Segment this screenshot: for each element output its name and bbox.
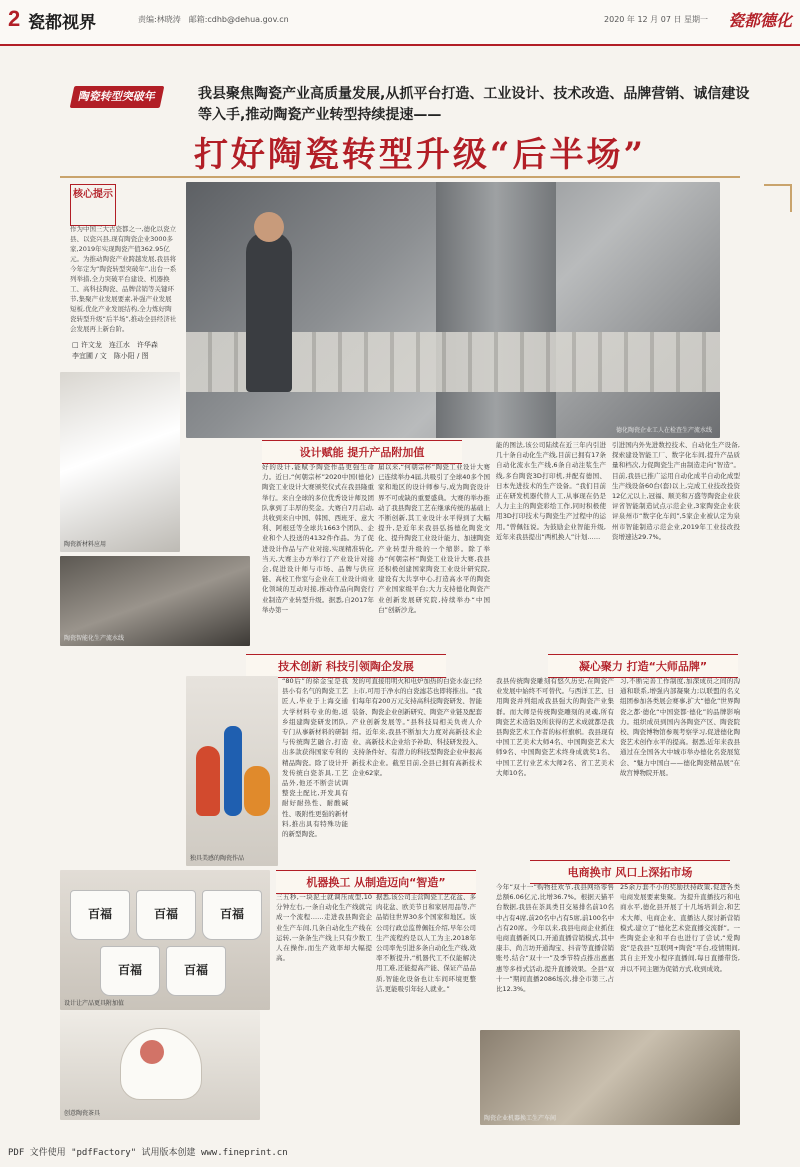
photo-pillar — [436, 182, 556, 438]
editor-meta: 责编:林晓涛 邮箱:cdhb@dehua.gov.cn — [138, 15, 289, 24]
section-heading-4: 凝心聚力 打造“大师品牌” — [548, 654, 738, 678]
section-5-col-1: 今年“双十一”购物狂欢节,我县网络零售总额6.06亿元,比增36.7%。根据天猫平台数据,我县在茶具类目交易排名前10名中占有4席,前20名中占有5席,前100名中占有20席。今年以来,我县电商企业抓住电商直播新风口,开通直播营销模式,其中康丰、尚言坊开通淘宝、抖音等直播营销账号,结合“双十一”及季节特点推出惠惠惠等多样式活动,提升直播效果。全县“双十一”期间直播2086场次,排全市第三,占比12.3%。 — [496, 883, 614, 994]
cup-5: 百福 — [166, 946, 226, 996]
section-3-col-1: 三五秒,一块泥土就调压成型,10分钟左右,一条自动化生产线就完成一个流程……走进我县陶瓷企业生产车间,几条自动化生产线在运转,一条条生产线上只有少数工人在操作,而生产效率却大幅提高。 — [276, 893, 372, 963]
cup-4: 百福 — [100, 946, 160, 996]
section-2-col-2: 发的可直接用明火和电炉加热的白瓷水壶已经上市,可用于净水的白瓷滤芯也即将推出。“我们每年有200万元支持高科技陶瓷研发、智能装备、陶瓷企业创新研究、陶瓷产业链及配套产业创新发展等。”县科技局相关负责人介绍。近年来,我县不断加大力度对高新技术企业、高新技术企业给予补助、科技研发投入、支持条件好、有潜力的科技型陶瓷企业申报高新技术企业。截至目前,全县已拥有高新技术企业62家。 — [352, 677, 482, 777]
section-heading-3: 机器换工 从制造迈向“智造” — [276, 870, 476, 894]
cup-1: 百福 — [70, 890, 130, 940]
photo-left-1 — [60, 372, 180, 552]
issue-date: 2020 年 12 月 07 日 星期一 — [604, 15, 708, 24]
section-heading-1: 设计赋能 提升产品附加值 — [262, 440, 462, 464]
byline: □ 许文龙 连江水 许华森 李宜圃 / 文 陈小阳 / 图 — [72, 341, 158, 360]
pdf-footer: PDF 文件使用 "pdfFactory" 试用版本创建 www.fineprint.cn — [8, 1148, 288, 1158]
orange-vase — [244, 766, 270, 816]
photo-worker-head — [254, 212, 284, 242]
main-photo-caption: 德化陶瓷企业工人在检查生产流水线 — [615, 427, 712, 434]
vases-caption: 独具美感的陶瓷作品 — [190, 855, 245, 862]
middle-column: 能的图法,该公司陆续在近三年内引进几十条自动化生产线,目前已拥有17条自动化流水生产线,6条自动注浆生产线,多台陶瓷3D打印机,并配有德国、日本先进技术的生产设备。“我们目前正在研发机器代替人工,从事现在仍是人力主主的陶瓷彩绘工作,同时积极使用3D打印技术与陶瓷生产过程中的运用。”曾佩钰说。为鼓励企业智能升级,近年来我县提出“两机换人”计划…… — [496, 441, 606, 541]
cup-2: 百福 — [136, 890, 196, 940]
section-5-col-2: 25余万套不小的奖励扶持政策,促进各类电商发展要素集聚。为提升直播技巧和电商水平,德化县开展了十几场培训会,和艺术大师、电商企业、直播达人探讨新营销模式,建立了“德化艺术瓷直播交流群”。一些陶瓷企业和平台也进行了尝试,“爱陶瓷”是我县“互联网+陶瓷”平台,疫情期间,其自主开发小程序直播间,每日直播带货,并以不同主题为促销方式,收到成效。 — [620, 883, 740, 973]
corner-ornament — [764, 184, 792, 212]
teapot-caption: 创意陶瓷茶具 — [64, 1110, 101, 1117]
section-1-col-1: 好的设计,能赋予陶瓷作品更强生命力。近日,“何朝宗杯”2020中国(德化)陶瓷工业设计大赛颁奖仪式在我县隆重举行。来自全球的多位优秀设计师及团队拿到了丰厚的奖金。大赛自7月启动,共收到来自中国、韩国、西班牙、意大利、阿根廷等全球共1663个团队、企业和个人投送的4132件作品。为了促进设计作品与产业对接,实现精准转化,当天,大赛主办方举行了产业设计对接会,促进设计师与市场、品牌与供应链、高校工作室与企业在工业设计商业化领域的互动对接,推动作品向陶瓷行业制造产业转型升级。据悉,自2017年举办第一 — [262, 463, 374, 614]
section-heading-5: 电商换市 风口上深拓市场 — [530, 860, 730, 884]
main-photo — [186, 182, 720, 438]
cup-3: 百福 — [202, 890, 262, 940]
section-heading-2: 技术创新 科技引领陶企发展 — [246, 654, 446, 678]
section-4-col-2: 习,不断完善工作制度,加深成员之间的沟通和联系,增强内部凝聚力;以联盟的名义组团参加各类展会赛事,扩大“德化”世界陶瓷之都·德化“中国瓷都·德化”的品牌影响力。组织成员到国内各陶瓷产区、陶瓷院校、陶瓷博物馆参观考察学习,促进德化陶瓷艺术创作水平的提高。据悉,近年来我县通过在全国各大中城市举办德化名瓷展览会、“魅力中国白——德化陶瓷精品展”在故宫博物院开展。 — [620, 677, 740, 777]
page-number: 2 — [8, 6, 21, 31]
topic-badge: 陶瓷转型突破年 — [70, 86, 165, 108]
section-3-col-2: 据悉,该公司主营陶瓷工艺花盆、多肉花盆、欧美节日和家居用品等,产品销往世界30多个国家和地区。该公司行政总监曾佩钰介绍,早年公司生产流程约是以人工为主,2018年公司率先引进多条自动化生产线,效率不断提升,“机器代工不仅能解决用工难,还能提高产能、保证产品品质,智能化设备也让车间环境更整洁,更能吸引年轻人就业。” — [376, 893, 476, 993]
teapot-body — [120, 1028, 202, 1100]
bottom-caption: 陶瓷企业机器换工生产车间 — [484, 1115, 557, 1122]
keypoints-label: 核心提示 — [70, 184, 116, 226]
photo-left-1-caption: 陶瓷新材料应用 — [64, 541, 107, 548]
keypoints-text: 作为中国三大古瓷都之一,德化以瓷立县、以瓷兴县,现有陶瓷企业3000多家,2019年实现陶瓷产值362.95亿元。为推动陶瓷产业跨越发展,我县将今年定为“陶瓷转型突破年”,出台一系列举措,全力突破平台建设、机器换工、高科技陶瓷、品牌营销等关键环节,集聚产业发展要素,补强产业发展短板,优化产业发展结构,全力炼好陶瓷转型升级“后半场”,推动全县经济社会发展再上新台阶。 — [70, 225, 177, 333]
title-divider — [60, 176, 740, 178]
section-2-col-1: “80后”的徐金宝是我县小有名气的陶瓷工艺匠人,毕业于上海交通大学材料专业的他,返乡组建陶瓷研发团队,专门从事新材料的研制与传统陶艺融合,打造出多款获得国家专利的精品陶瓷。除了设计开发传统白瓷茶具,工艺品外,他还不断尝试调整瓷土配比,开发具有耐好耐热性、耐酸碱性、吸附性更强的新材料,推出具有特殊功能的新型陶瓷。 — [282, 677, 348, 839]
headline: 打好陶瓷转型升级“后半场” — [193, 135, 647, 175]
photo-left-2 — [60, 556, 250, 646]
teapot-photo — [60, 1010, 260, 1120]
photo-worker — [246, 232, 292, 392]
masthead: 瓷都德化 — [727, 11, 792, 30]
section-4-col-1: 我县传统陶瓷雕刻有悠久历史,在陶瓷产业发展中始终不可替代。与西洋工艺、日用陶瓷并列组成我县强大的陶瓷产业集群。而大师是传统陶瓷雕刻的灵魂,所有陶瓷艺术造诣及所获得的艺术成就都是我县陶瓷艺术工作者的标杆旗帜。我县现有中国工艺美术大师4名、中国陶瓷艺术大师9名、中国陶瓷艺术终身成就奖1名、中国工艺行业艺术大师2名、省工艺美术大师10名。 — [496, 677, 614, 777]
blue-vase — [224, 726, 242, 816]
photo-left-2-caption: 陶瓷智能化生产流水线 — [64, 635, 125, 642]
vases-photo — [186, 676, 278, 866]
right-top-column: 引进国内外先进数控技术、自动化生产设备,探索建设智能工厂、数字化车间,提升产品质量和档次,力促陶瓷生产由制造走向“智造”。目前,我县已推广运用自动化成半自动化成型生产线设备60台(套)以上,完成工业技改投资12亿元以上,冠福、顺美和万盛等陶瓷企业获评省智能制造试点示范企业,3家陶瓷企业获评泉州市“数字化车间”,5家企业被认定为泉州市智能制造示范企业,2019年工业技改投资增速达29.7%。 — [612, 441, 740, 541]
cups-caption: 设计让产品更具附加值 — [64, 1000, 125, 1007]
bottom-photo — [480, 1030, 740, 1125]
cups-photo — [60, 870, 270, 1010]
lead-paragraph: 我县聚焦陶瓷产业高质量发展,从抓平台打造、工业设计、技术改造、品牌营销、诚信建设等入手,推动陶瓷产业转型持续提速—— — [198, 86, 750, 123]
teapot-decor — [140, 1040, 164, 1064]
section-1-col-2: 届以来,“何朝宗杯”陶瓷工业设计大赛已连续举办4届,共吸引了全球40多个国家和地区的设计师参与,成为陶瓷设计界不可或缺的重要盛典。大赛的举办推动了我县陶瓷工艺在继承传统的基础上不断创新,其工业设计水平得到了大幅提升,是近年来我县弘扬德化陶瓷文化、提升陶瓷工业设计能力、加速陶瓷产业转型升级的一个缩影。除了举办“何朝宗杯”陶瓷工业设计大赛,我县还积极创建国家陶瓷工业设计研究院,建设有大共享中心,打造高水平的陶瓷产业国家级平台;大力支持德化陶瓷产业创新发展研究院,持续举办“中国白”创新沙龙。 — [378, 463, 490, 614]
section-name: 瓷都视界 — [28, 13, 96, 33]
red-vase — [196, 746, 220, 816]
page-header — [0, 0, 800, 46]
